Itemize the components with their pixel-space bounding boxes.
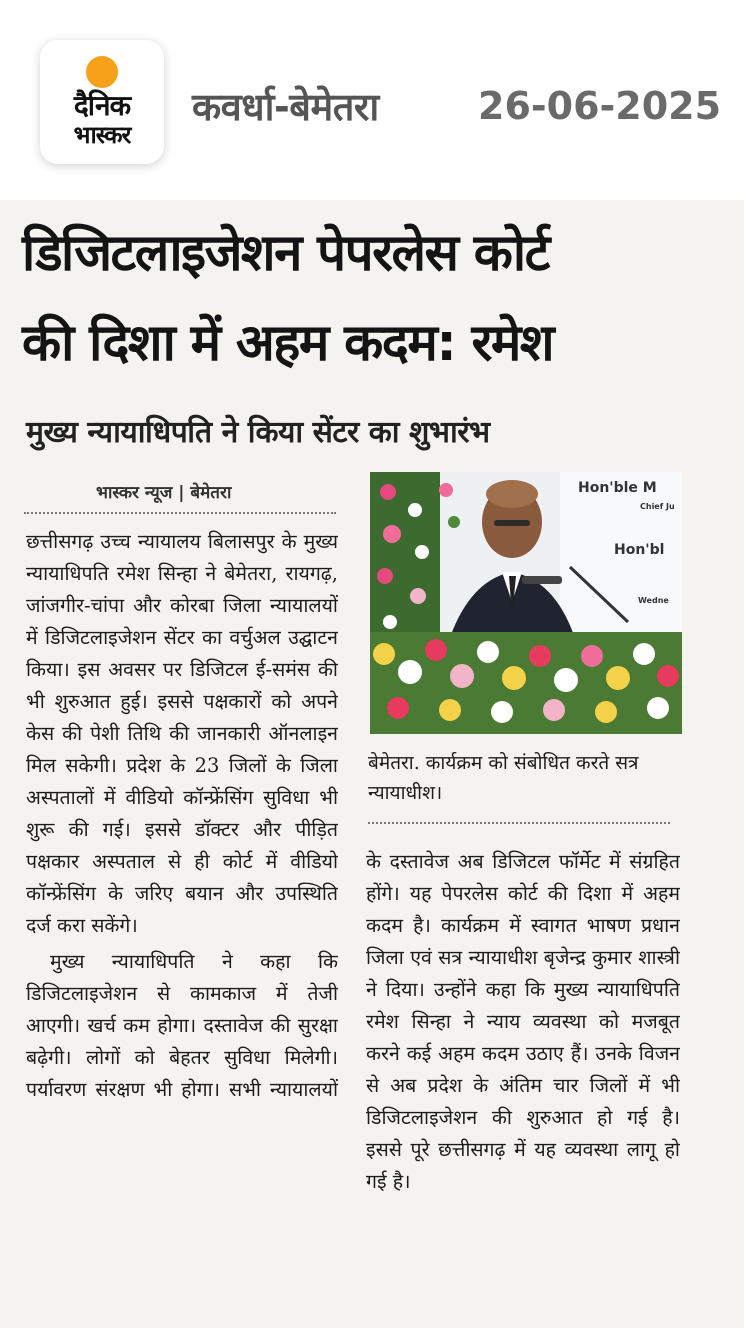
- article-paragraph-3: के दस्तावेज अब डिजिटल फॉर्मेट में संग्रहित होंगे। यह पेपरलेस कोर्ट की दिशा में अहम कदम है। कार्यक्रम में स्वागत भाषण प्रधान जिला एवं सत्र न्यायाधीश बृजेन्द्र कुमार शास्त्री ने दिया। उन्होंने कहा कि मुख्य न्यायाधिपति रमेश सिन्हा ने न्याय व्यवस्था को मजबूत करने कई अहम कदम उठाए हैं। उनके विजन से अब प्रदेश के अंतिम चार जिलों में भी डिजिटलाइजेशन की शुरुआत हो गई है। इससे पूरे छत्तीसगढ़ में यह व्यवस्था लागू हो गई है।: [366, 850, 680, 1193]
- article-column-2: [366, 846, 680, 1324]
- dainik-bhaskar-logo[interactable]: [40, 40, 164, 164]
- app-header: [0, 0, 744, 200]
- byline-divider: [24, 512, 336, 514]
- photo-caption: बेमेतरा. कार्यक्रम को संबोधित करते सत्र न्यायाधीश।: [368, 752, 639, 804]
- caption-divider: [368, 822, 670, 824]
- logo-text-line2: भास्कर: [73, 121, 131, 149]
- photo-banner-text-4: Wedne: [638, 596, 669, 605]
- judge-speaking-photo: [370, 472, 682, 734]
- byline: भास्कर न्यूज | बेमेतरा: [96, 483, 232, 503]
- photo-banner-text-1: Hon'ble M: [578, 480, 657, 496]
- article-photo: [370, 472, 682, 734]
- photo-banner-text-3: Hon'bl: [614, 542, 665, 558]
- article-paragraph-2: मुख्य न्यायाधिपति ने कहा कि डिजिटलाइजेशन से कामकाज में तेजी आएगी। खर्च कम होगा। दस्तावेज की सुरक्षा बढ़ेगी। लोगों को बेहतर सुविधा मिलेगी। पर्यावरण संरक्षण भी होगा। सभी न्यायालयों: [26, 950, 338, 1101]
- photo-banner-text-2: Chief Ju: [640, 502, 675, 511]
- article-column-1: [26, 526, 338, 1326]
- headline-line1: डिजिटलाइजेशन पेपरलेस कोर्ट: [22, 224, 549, 283]
- edition-name: कवर्धा-बेमेतरा: [192, 85, 379, 129]
- edition-date: 26-06-2025: [478, 84, 722, 128]
- newspaper-clipping: [0, 200, 744, 1328]
- subheadline: मुख्य न्यायाधिपति ने किया सेंटर का शुभारंभ: [26, 415, 490, 450]
- sun-icon: [86, 56, 118, 88]
- logo-text-line1: दैनिक: [73, 89, 131, 122]
- headline-line2: की दिशा में अहम कदम: रमेश: [22, 314, 554, 373]
- article-paragraph-1: छत्तीसगढ़ उच्च न्यायालय बिलासपुर के मुख्य न्यायाधिपति रमेश सिन्हा ने बेमेतरा, रायगढ़, जांजगीर-चांपा और कोरबा जिला न्यायालयों में डिजिटलाइजेशन सेंटर का वर्चुअल उद्घाटन किया। इस अवसर पर डिजिटल ई-समंस की भी शुरुआत हुई। इससे पक्षकारों को अपने केस की पेशी तिथि की जानकारी ऑनलाइन मिल सकेगी। प्रदेश के 23 जिलों के जिला अस्पतालों में वीडियो कॉन्फ्रेंसिंग सुविधा भी शुरू की गई। इससे डॉक्टर और पीड़ित पक्षकार अस्पताल से ही कोर्ट में वीडियो कॉन्फ्रेंसिंग के जरिए बयान और उपस्थिति दर्ज करा सकेंगे।: [26, 530, 338, 937]
